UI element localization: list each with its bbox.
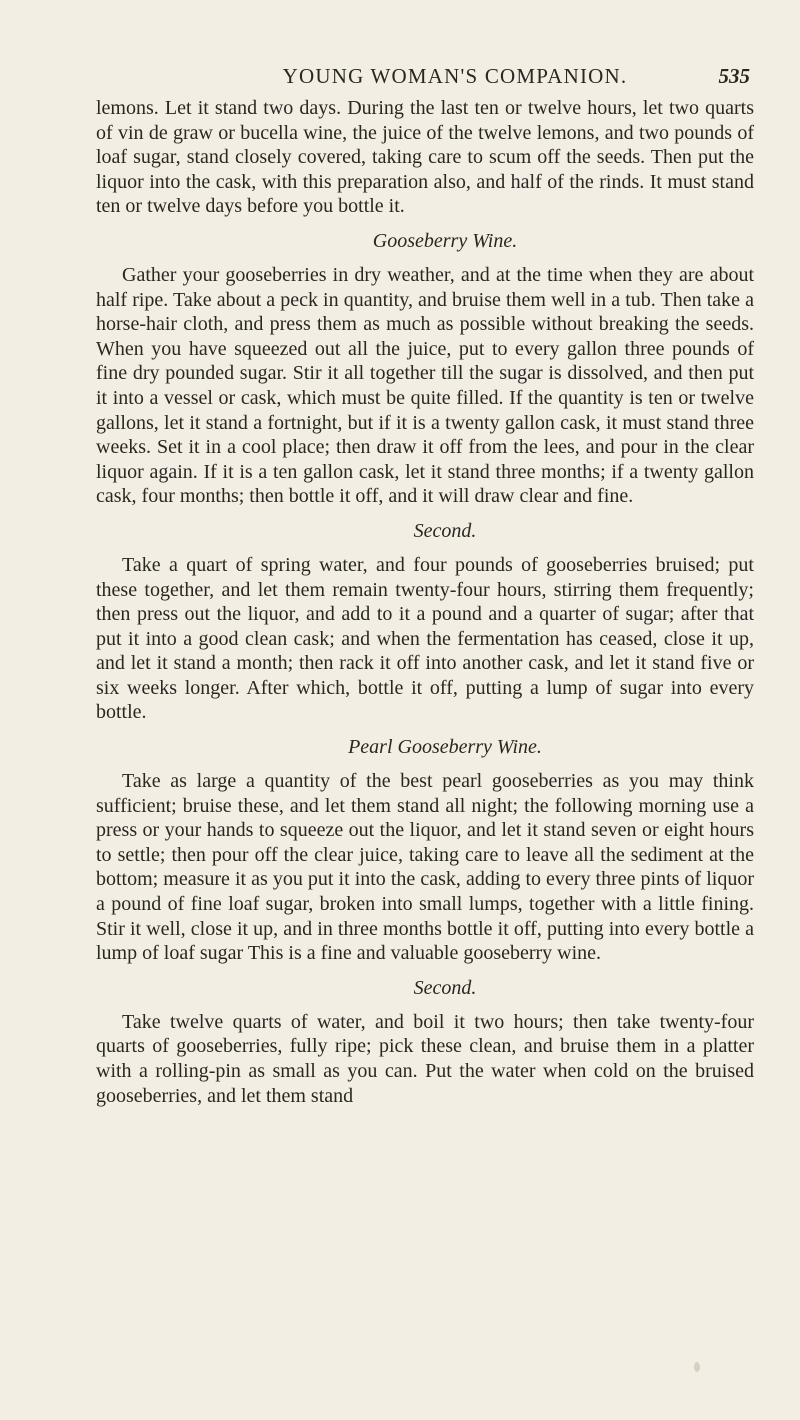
running-head-title: YOUNG WOMAN'S COMPANION. (282, 64, 628, 88)
paragraph-second-1: Take a quart of spring water, and four pounds of gooseberries bruised; put these together, and let them remain twenty-four hours, stirring them frequently; then press out the liquor, and add to it a pound and a quarter of sugar; after that put it into a good clean cask; and when the fermentation has ceased, close it up, and let it stand a month; then rack it off into another cask, and let it stand five or six weeks longer. After which, bottle it off, putting a lump of sugar into every bottle. (96, 553, 754, 724)
paragraph-gooseberry-wine: Gather your gooseberries in dry weather, and at the time when they are about half ripe. Take about a peck in quantity, and bruise them well in a tub. Then take a horse-hair cloth, and press them as much as possible without breaking the seeds. When you have squeezed out all the juice, put to every gallon three pounds of fine dry pounded sugar. Stir it all together till the sugar is dissolved, and then put it into a vessel or cask, which must be quite filled. If the quantity is ten or twelve gallons, let it stand a fortnight, but if it is a twenty gallon cask, it must stand three weeks. Set it in a cool place; then draw it off from the lees, and pour in the clear liquor again. If it is a ten gallon cask, let it stand three months; if a twenty gallon cask, four months; then bottle it off, and it will draw clear and fine. (96, 263, 754, 508)
paragraph-lemons-continued: lemons. Let it stand two days. During the last ten or twelve hours, let two quarts of vin de graw or bucella wine, the juice of the twelve lemons, and two pounds of loaf sugar, stand closely covered, taking care to scum off the seeds. Then put the liquor into the cask, with this preparation also, and half of the rinds. It must stand ten or twelve days before you bottle it. (96, 97, 754, 218)
paragraph-second-2: Take twelve quarts of water, and boil it two hours; then take twenty-four quarts of gooseberries, fully ripe; pick these clean, and bruise them in a platter with a rolling-pin as small as you can. Put the water when cold on the bruised gooseberries, and let them stand (96, 1010, 754, 1107)
paragraph-pearl-gooseberry-wine: Take as large a quantity of the best pearl gooseberries as you may think sufficient; bruise these, and let them stand all night; the following morning use a press or your hands to squeeze out the liquor, and let it stand seven or eight hours to settle; then pour off the clear juice, taking care to leave all the sediment at the bottom; measure it as you put it into the cask, adding to every three pints of liquor a pound of fine loaf sugar, broken into small lumps, together with a little fining. Stir it well, close it up, and in three months bottle it off, putting into every bottle a lump of loaf sugar This is a fine and valuable gooseberry wine. (96, 770, 754, 965)
heading-gooseberry-wine: Gooseberry Wine. (372, 229, 518, 252)
heading-second-1: Second. (413, 519, 477, 542)
page-number: 535 (718, 64, 750, 88)
heading-pearl-gooseberry-wine: Pearl Gooseberry Wine. (348, 736, 542, 759)
paper-stain (694, 1362, 700, 1372)
running-head (96, 64, 754, 94)
heading-second-2: Second. (413, 976, 477, 999)
